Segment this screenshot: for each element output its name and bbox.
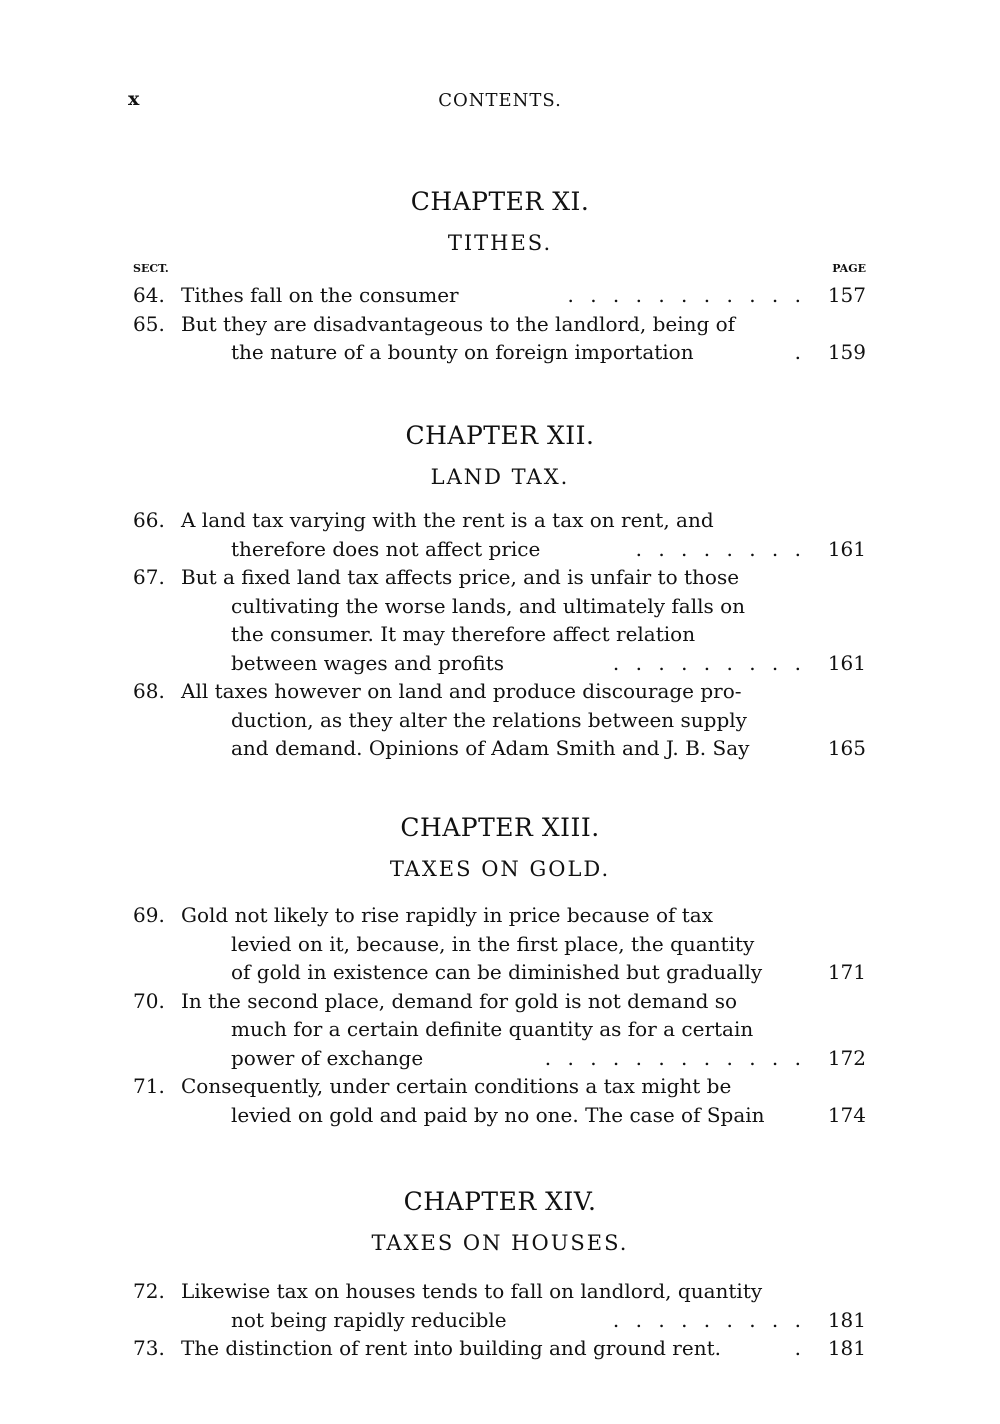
entry-text-line: Likewise tax on houses tends to fall on landlord, quantity bbox=[181, 1279, 763, 1303]
toc-entry bbox=[133, 563, 866, 677]
entry-text-line: levied on it, because, in the first place, the quantity bbox=[231, 931, 755, 956]
entry-page: 161 bbox=[827, 536, 866, 561]
chapter-title: CHAPTER XI. bbox=[410, 187, 590, 216]
chapter-subtitle: TAXES ON GOLD. bbox=[389, 857, 611, 881]
entry-text-line: Consequently, under certain conditions a tax might be bbox=[181, 1074, 732, 1098]
entry-number: 72. bbox=[133, 1279, 165, 1303]
chapter-heading bbox=[0, 812, 1000, 884]
dot-leader: . . . . . . . . bbox=[635, 536, 806, 561]
entry-text-line: In the second place, demand for gold is not demand so bbox=[181, 988, 738, 1013]
entry-number: 65. bbox=[133, 311, 165, 336]
toc-entry bbox=[133, 1072, 866, 1129]
entry-page: 172 bbox=[827, 1045, 866, 1070]
entry-text-line: But a fixed land tax affects price, and is unfair to those bbox=[181, 565, 740, 589]
entry-text-line: therefore does not affect price bbox=[231, 536, 541, 561]
entry-number: 66. bbox=[133, 508, 165, 532]
entry-number: 64. bbox=[133, 283, 165, 307]
entry-number: 69. bbox=[133, 903, 165, 927]
toc-entry bbox=[133, 310, 866, 367]
entry-text-line: But they are disadvantageous to the landlord, being of bbox=[181, 311, 736, 336]
entry-text-line: of gold in existence can be diminished but gradually bbox=[231, 960, 763, 984]
entry-text-line: All taxes however on land and produce discourage pro- bbox=[181, 679, 742, 703]
entry-number: 67. bbox=[133, 565, 165, 589]
entry-number: 68. bbox=[133, 679, 165, 703]
dot-leader: . . . . . . . . . bbox=[612, 1307, 806, 1332]
page-folio: x bbox=[128, 88, 140, 110]
entry-text-line: duction, as they alter the relations between supply bbox=[231, 707, 747, 732]
entry-page: 181 bbox=[827, 1307, 866, 1332]
entry-page: 159 bbox=[827, 340, 866, 364]
entry-list bbox=[0, 506, 1000, 763]
entry-list bbox=[0, 901, 1000, 1129]
toc-entry bbox=[133, 1334, 866, 1363]
chapter-title: CHAPTER XIII. bbox=[400, 813, 600, 842]
entry-list bbox=[0, 1277, 1000, 1363]
chapter-subtitle: TITHES. bbox=[447, 231, 553, 255]
toc-entry bbox=[133, 506, 866, 563]
column-head-page: PAGE bbox=[832, 262, 866, 275]
entry-text-line: much for a certain definite quantity as for a certain bbox=[231, 1017, 754, 1041]
running-head bbox=[0, 88, 1000, 116]
entry-page: 171 bbox=[827, 960, 866, 984]
chapter-subtitle: LAND TAX. bbox=[430, 465, 570, 489]
entry-text-line: cultivating the worse lands, and ultimately falls on bbox=[231, 593, 746, 618]
entry-text-line: A land tax varying with the rent is a tax on rent, and bbox=[181, 508, 714, 532]
column-head-sect: SECT. bbox=[133, 262, 169, 275]
toc-entry bbox=[133, 1277, 866, 1334]
entry-text-line: and demand. Opinions of Adam Smith and J. B. Say bbox=[231, 736, 750, 760]
entry-text-line: between wages and profits bbox=[231, 650, 505, 675]
entry-list bbox=[0, 281, 1000, 367]
entry-text-line: levied on gold and paid by no one. The case of Spain bbox=[231, 1102, 765, 1127]
chapter-heading bbox=[0, 1186, 1000, 1258]
entry-text-line: the nature of a bounty on foreign importation bbox=[231, 340, 694, 364]
entry-text-line: Gold not likely to rise rapidly in price because of tax bbox=[181, 903, 714, 927]
dot-leader: . . . . . . . . . . . . bbox=[544, 1045, 806, 1070]
chapter-subtitle: TAXES ON HOUSES. bbox=[371, 1231, 629, 1255]
entry-text-line: Tithes fall on the consumer bbox=[181, 283, 459, 307]
entry-number: 70. bbox=[133, 988, 165, 1013]
toc-entry bbox=[133, 677, 866, 763]
chapter-title: CHAPTER XIV. bbox=[403, 1187, 597, 1216]
toc-entry bbox=[133, 281, 866, 310]
dot-leader: . bbox=[794, 1336, 806, 1360]
entry-number: 71. bbox=[133, 1074, 165, 1098]
dot-leader: . . . . . . . . . bbox=[612, 650, 806, 675]
entry-text-line: not being rapidly reducible bbox=[231, 1307, 507, 1332]
column-heads bbox=[133, 262, 866, 278]
chapter-title: CHAPTER XII. bbox=[405, 421, 595, 450]
entry-text-line: The distinction of rent into building and ground rent. bbox=[181, 1336, 721, 1360]
entry-page: 181 bbox=[827, 1336, 866, 1360]
chapter-heading bbox=[0, 186, 1000, 258]
toc-entry bbox=[133, 901, 866, 987]
entry-text-line: the consumer. It may therefore affect relation bbox=[231, 622, 696, 646]
dot-leader: . bbox=[794, 340, 806, 364]
entry-text-line: power of exchange bbox=[231, 1045, 424, 1070]
toc-entry bbox=[133, 987, 866, 1073]
running-head-title: CONTENTS. bbox=[438, 90, 562, 111]
entry-page: 161 bbox=[827, 650, 866, 675]
dot-leader: . . . . . . . . . . . bbox=[567, 283, 806, 307]
entry-page: 157 bbox=[827, 283, 866, 307]
entry-page: 165 bbox=[827, 736, 866, 760]
entry-page: 174 bbox=[827, 1102, 866, 1127]
chapter-heading bbox=[0, 420, 1000, 492]
entry-number: 73. bbox=[133, 1336, 165, 1360]
